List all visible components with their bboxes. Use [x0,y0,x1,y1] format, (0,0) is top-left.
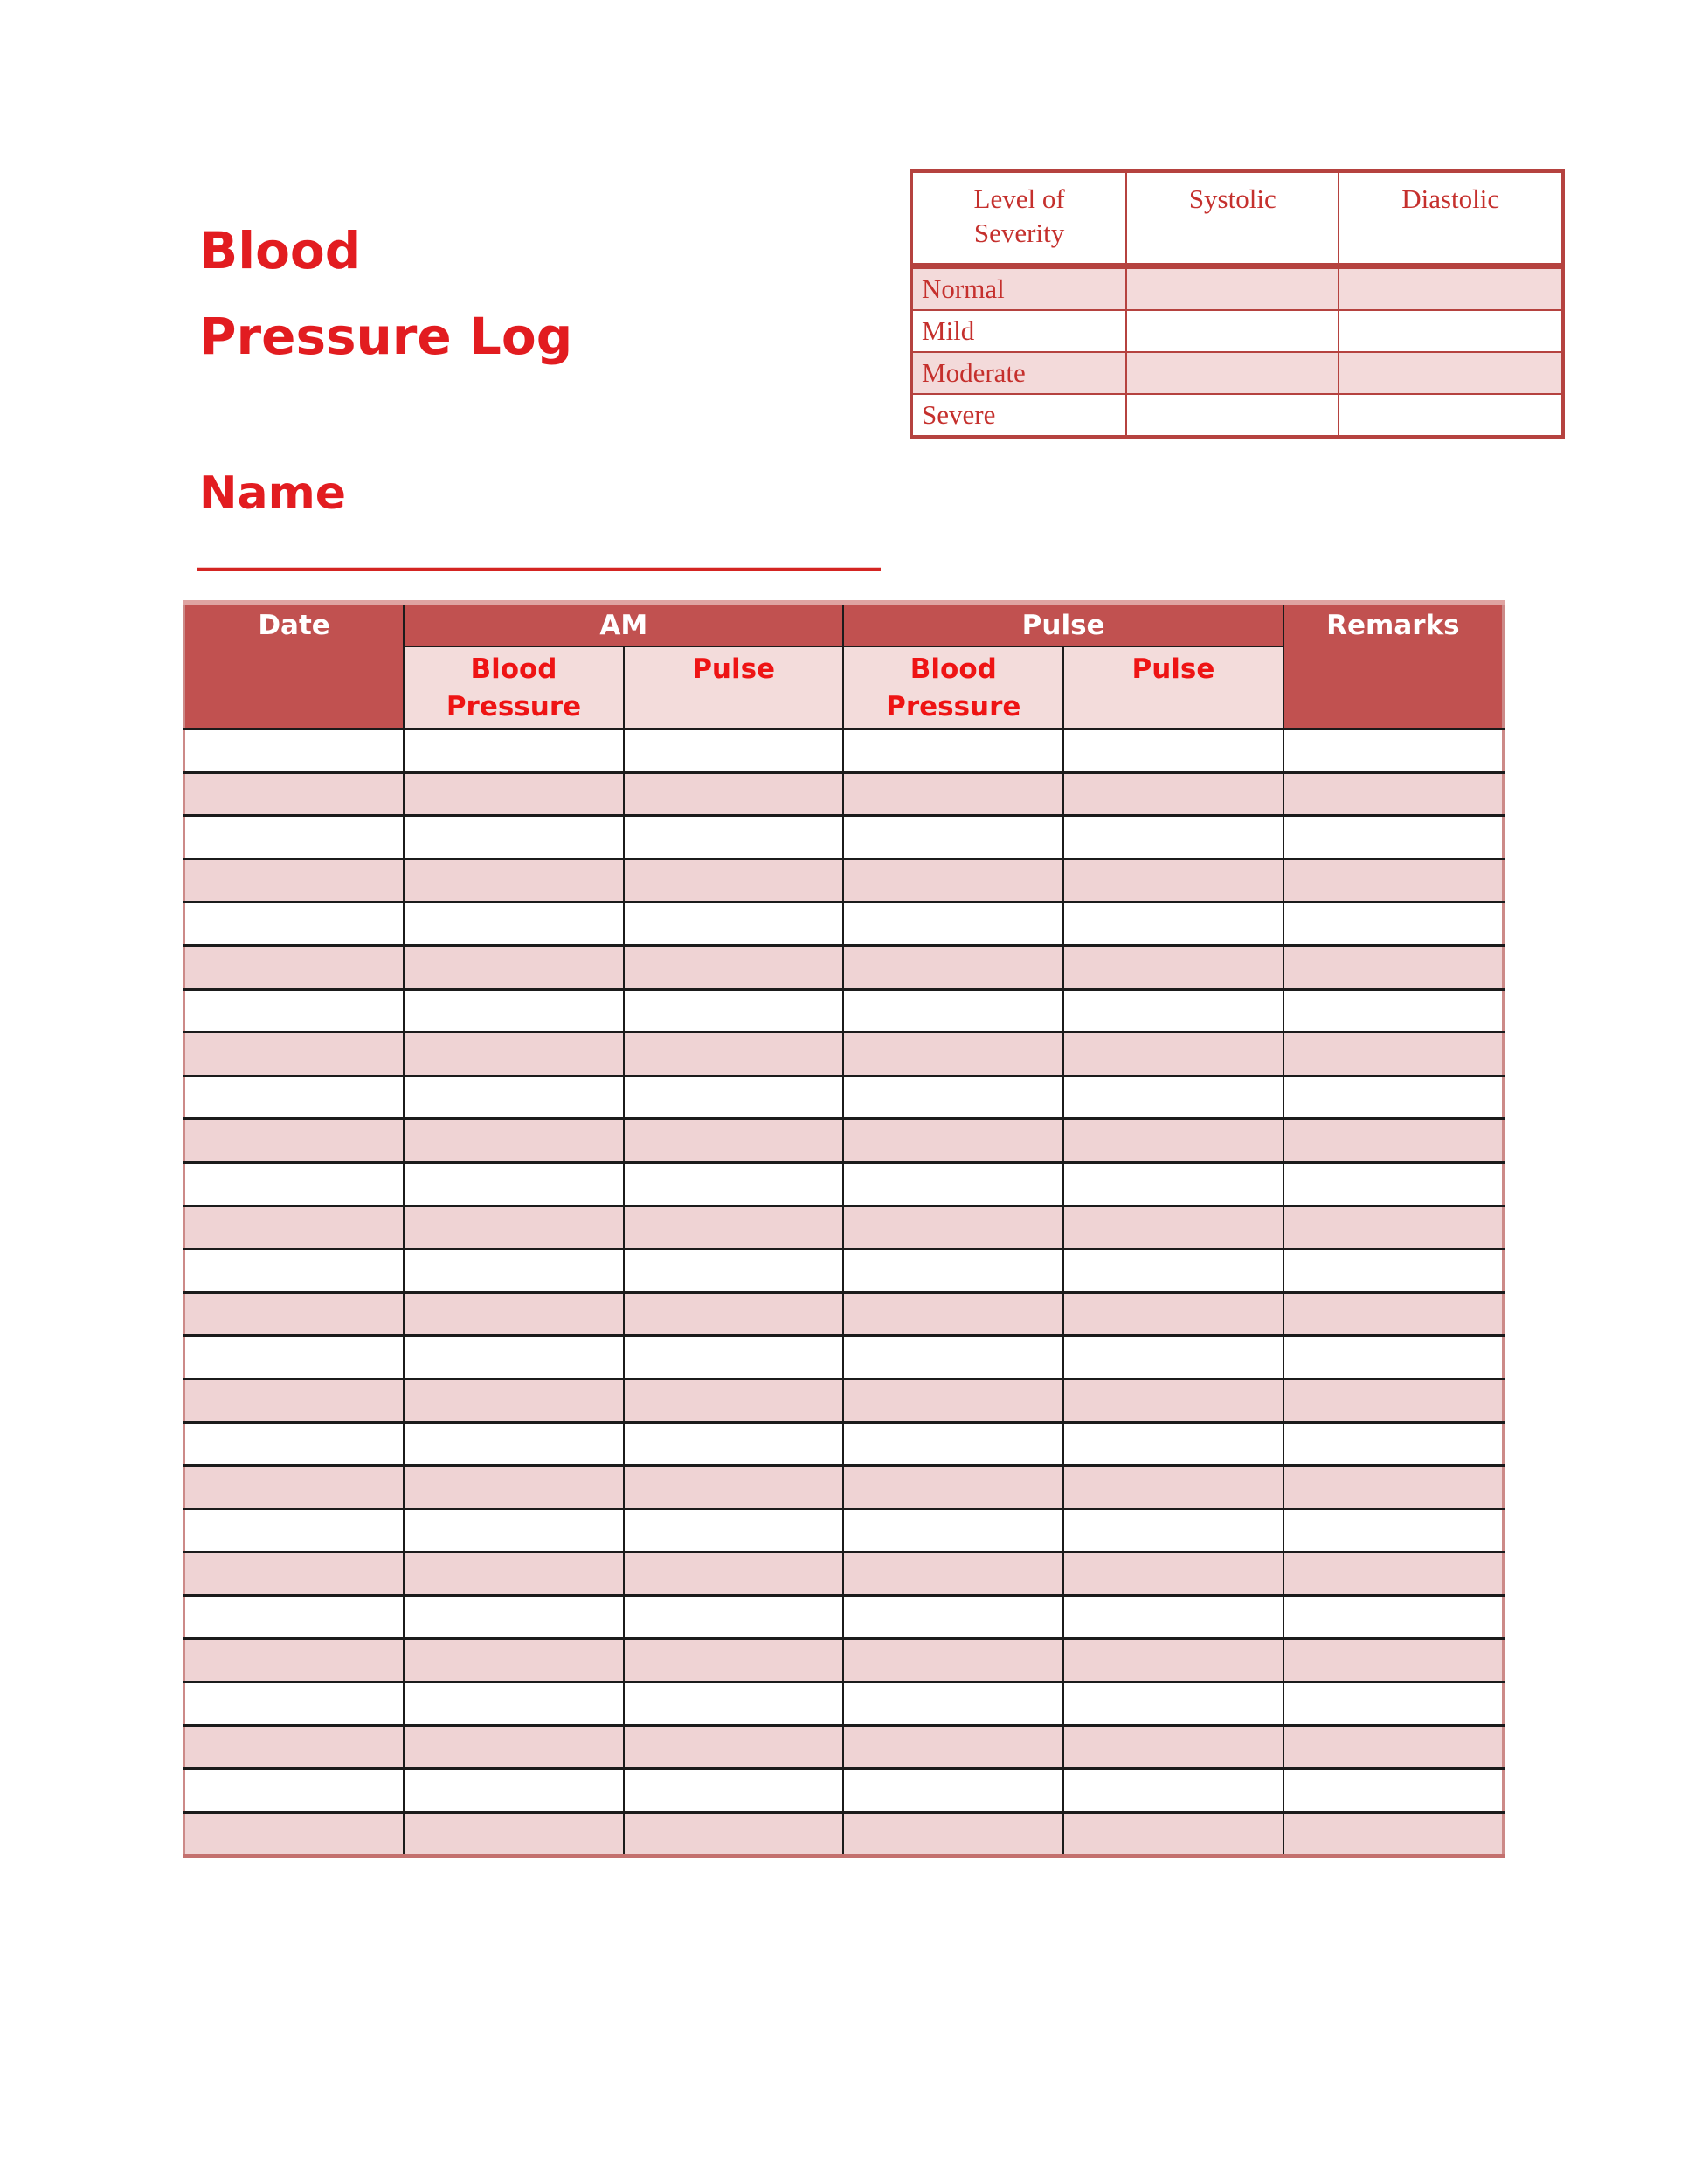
log-cell[interactable] [1283,772,1504,816]
log-cell[interactable] [404,1769,624,1813]
severity-label: Moderate [911,352,1126,394]
log-cell[interactable] [184,1336,405,1379]
log-cell[interactable] [843,1639,1063,1683]
log-cell[interactable] [624,816,844,860]
log-cell[interactable] [843,1683,1063,1726]
severity-table [910,169,1565,439]
log-cell[interactable] [1283,1206,1504,1249]
log-cell[interactable] [184,1379,405,1422]
severity-diastolic-cell[interactable] [1339,352,1563,394]
bp-log-table [183,600,1505,1858]
log-header-group-row [184,603,1504,647]
log-cell[interactable] [1283,1249,1504,1293]
log-cell[interactable] [1063,1336,1283,1379]
log-cell[interactable] [843,729,1063,773]
log-cell[interactable] [404,1119,624,1163]
log-cell[interactable] [1063,1292,1283,1336]
log-row [184,816,1504,860]
log-cell[interactable] [184,1162,405,1206]
log-row [184,1422,1504,1466]
name-label: Name [199,467,347,520]
log-row [184,859,1504,902]
log-cell[interactable] [843,1206,1063,1249]
log-cell[interactable] [624,1639,844,1683]
log-cell[interactable] [184,1595,405,1639]
log-cell[interactable] [404,945,624,989]
log-cell[interactable] [404,1162,624,1206]
log-cell[interactable] [184,1769,405,1813]
log-row [184,1769,1504,1813]
log-cell[interactable] [624,1422,844,1466]
log-cell[interactable] [1063,1639,1283,1683]
log-cell[interactable] [1283,1292,1504,1336]
log-cell[interactable] [404,1379,624,1422]
log-cell[interactable] [1283,729,1504,773]
log-row [184,1595,1504,1639]
log-cell[interactable] [1063,1249,1283,1293]
log-cell[interactable] [184,772,405,816]
log-cell[interactable] [1063,859,1283,902]
log-cell[interactable] [624,1249,844,1293]
severity-systolic-cell[interactable] [1126,266,1339,311]
log-cell[interactable] [404,1595,624,1639]
log-cell[interactable] [843,1379,1063,1422]
log-cell[interactable] [1063,1422,1283,1466]
page-title-line2: Pressure Log [199,307,573,366]
log-cell[interactable] [404,772,624,816]
log-cell[interactable] [1283,1033,1504,1076]
log-cell[interactable] [404,1033,624,1076]
log-cell[interactable] [184,1422,405,1466]
log-row [184,1119,1504,1163]
log-row [184,1162,1504,1206]
log-cell[interactable] [1283,989,1504,1033]
log-cell[interactable] [843,1466,1063,1510]
log-cell[interactable] [843,1249,1063,1293]
log-cell[interactable] [624,902,844,946]
log-cell[interactable] [624,1466,844,1510]
log-cell[interactable] [624,859,844,902]
log-cell[interactable] [1063,1466,1283,1510]
log-cell[interactable] [1063,1683,1283,1726]
log-cell[interactable] [1063,1162,1283,1206]
log-cell[interactable] [1063,1379,1283,1422]
log-cell[interactable] [624,1033,844,1076]
severity-row-moderate [911,352,1563,394]
log-cell[interactable] [1063,902,1283,946]
log-cell[interactable] [624,1336,844,1379]
log-cell[interactable] [404,1725,624,1769]
log-cell[interactable] [184,945,405,989]
log-cell[interactable] [404,1509,624,1552]
log-cell[interactable] [404,1292,624,1336]
log-cell[interactable] [184,1033,405,1076]
log-cell[interactable] [404,902,624,946]
severity-systolic-cell[interactable] [1126,310,1339,352]
log-cell[interactable] [1283,1725,1504,1769]
log-cell[interactable] [1063,945,1283,989]
log-row [184,1552,1504,1596]
log-cell[interactable] [843,816,1063,860]
log-row [184,1075,1504,1119]
log-cell[interactable] [1283,1812,1504,1856]
log-cell[interactable] [184,1725,405,1769]
log-row [184,1683,1504,1726]
log-cell[interactable] [184,989,405,1033]
log-cell[interactable] [1283,1379,1504,1422]
log-cell[interactable] [1283,1509,1504,1552]
log-cell[interactable] [184,816,405,860]
log-cell[interactable] [1283,1769,1504,1813]
log-row [184,1379,1504,1422]
severity-row-severe [911,394,1563,437]
severity-row-normal [911,266,1563,311]
log-cell[interactable] [1283,1336,1504,1379]
log-cell[interactable] [624,1292,844,1336]
log-cell[interactable] [404,1075,624,1119]
page-title-line1: Blood [199,221,362,280]
log-cell[interactable] [1283,859,1504,902]
severity-diastolic-cell[interactable] [1339,310,1563,352]
log-table-body [184,729,1504,1856]
log-cell[interactable] [843,1336,1063,1379]
log-cell[interactable] [843,902,1063,946]
log-cell[interactable] [1283,1683,1504,1726]
log-header-pm-group: Pulse [843,603,1283,647]
log-row [184,1639,1504,1683]
log-cell[interactable] [624,1075,844,1119]
log-cell[interactable] [843,1812,1063,1856]
log-cell[interactable] [404,1249,624,1293]
log-cell[interactable] [1283,1595,1504,1639]
severity-header-systolic: Systolic [1126,171,1339,266]
log-cell[interactable] [184,902,405,946]
log-subheader-am-pulse: Pulse [624,646,844,729]
log-cell[interactable] [1283,816,1504,860]
log-cell[interactable] [1283,1075,1504,1119]
log-cell[interactable] [1063,1119,1283,1163]
log-row [184,1812,1504,1856]
log-cell[interactable] [404,1336,624,1379]
log-cell[interactable] [1063,1206,1283,1249]
log-cell[interactable] [184,729,405,773]
log-cell[interactable] [404,1466,624,1510]
log-cell[interactable] [1063,816,1283,860]
log-cell[interactable] [1063,772,1283,816]
name-underline-field[interactable] [197,524,896,571]
log-cell[interactable] [404,989,624,1033]
log-cell[interactable] [1283,1552,1504,1596]
log-cell[interactable] [624,729,844,773]
log-row [184,1033,1504,1076]
log-row [184,1466,1504,1510]
log-cell[interactable] [404,729,624,773]
log-cell[interactable] [184,1812,405,1856]
log-cell[interactable] [404,816,624,860]
log-cell[interactable] [1063,1595,1283,1639]
log-cell[interactable] [843,1292,1063,1336]
log-cell[interactable] [184,859,405,902]
log-cell[interactable] [843,1725,1063,1769]
log-row [184,772,1504,816]
severity-diastolic-cell[interactable] [1339,394,1563,437]
severity-header-row [911,171,1563,266]
log-cell[interactable] [1063,1033,1283,1076]
log-cell[interactable] [1283,1162,1504,1206]
log-cell[interactable] [843,772,1063,816]
log-subheader-am-bp: Blood Pressure [404,646,624,729]
log-row [184,1509,1504,1552]
log-cell[interactable] [184,1466,405,1510]
log-row [184,1249,1504,1293]
log-cell[interactable] [843,1119,1063,1163]
severity-label: Normal [911,266,1126,311]
log-cell[interactable] [843,1509,1063,1552]
log-cell[interactable] [624,772,844,816]
log-cell[interactable] [1063,989,1283,1033]
severity-diastolic-cell[interactable] [1339,266,1563,311]
log-cell[interactable] [624,1595,844,1639]
log-cell[interactable] [624,1812,844,1856]
log-cell[interactable] [1063,1509,1283,1552]
log-cell[interactable] [624,1509,844,1552]
log-cell[interactable] [624,989,844,1033]
log-cell[interactable] [404,1552,624,1596]
log-cell[interactable] [404,1639,624,1683]
name-underline-text: __________________________________ [197,524,881,571]
log-cell[interactable] [404,1812,624,1856]
log-cell[interactable] [624,945,844,989]
log-cell[interactable] [843,945,1063,989]
severity-label: Severe [911,394,1126,437]
log-cell[interactable] [184,1683,405,1726]
log-cell[interactable] [1063,729,1283,773]
log-cell[interactable] [1283,1466,1504,1510]
log-cell[interactable] [843,1552,1063,1596]
severity-header-diastolic: Diastolic [1339,171,1563,266]
log-cell[interactable] [404,1206,624,1249]
log-subheader-pm-bp: Blood Pressure [843,646,1063,729]
log-cell[interactable] [843,1595,1063,1639]
severity-label: Mild [911,310,1126,352]
log-cell[interactable] [843,989,1063,1033]
log-cell[interactable] [843,1769,1063,1813]
log-cell[interactable] [184,1206,405,1249]
severity-systolic-cell[interactable] [1126,352,1339,394]
log-row [184,1725,1504,1769]
log-cell[interactable] [1063,1812,1283,1856]
log-cell[interactable] [1063,1552,1283,1596]
log-cell[interactable] [843,1033,1063,1076]
log-header-remarks: Remarks [1283,603,1504,729]
log-subheader-pm-pulse: Pulse [1063,646,1283,729]
log-cell[interactable] [184,1292,405,1336]
log-cell[interactable] [624,1552,844,1596]
log-cell[interactable] [184,1509,405,1552]
severity-header-level: Level of Severity [911,171,1126,266]
log-row [184,729,1504,773]
log-cell[interactable] [624,1683,844,1726]
log-cell[interactable] [404,1422,624,1466]
log-cell[interactable] [404,859,624,902]
log-cell[interactable] [184,1119,405,1163]
log-cell[interactable] [184,1249,405,1293]
log-cell[interactable] [843,1075,1063,1119]
log-cell[interactable] [1283,1422,1504,1466]
log-cell[interactable] [184,1552,405,1596]
log-cell[interactable] [843,1422,1063,1466]
severity-row-mild [911,310,1563,352]
log-cell[interactable] [1063,1075,1283,1119]
log-header-date: Date [184,603,405,729]
log-cell[interactable] [184,1075,405,1119]
log-cell[interactable] [1283,902,1504,946]
log-row [184,1292,1504,1336]
log-cell[interactable] [624,1119,844,1163]
log-cell[interactable] [1283,945,1504,989]
log-cell[interactable] [404,1683,624,1726]
log-cell[interactable] [1063,1769,1283,1813]
log-row [184,989,1504,1033]
log-cell[interactable] [624,1206,844,1249]
log-row [184,1206,1504,1249]
log-cell[interactable] [184,1639,405,1683]
log-cell[interactable] [624,1725,844,1769]
log-cell[interactable] [1063,1725,1283,1769]
log-cell[interactable] [843,859,1063,902]
severity-systolic-cell[interactable] [1126,394,1339,437]
page-title [199,208,572,379]
log-cell[interactable] [624,1769,844,1813]
log-cell[interactable] [624,1379,844,1422]
log-row [184,1336,1504,1379]
log-cell[interactable] [624,1162,844,1206]
log-header-am-group: AM [404,603,843,647]
log-cell[interactable] [1283,1119,1504,1163]
log-cell[interactable] [843,1162,1063,1206]
log-row [184,945,1504,989]
log-cell[interactable] [1283,1639,1504,1683]
log-row [184,902,1504,946]
